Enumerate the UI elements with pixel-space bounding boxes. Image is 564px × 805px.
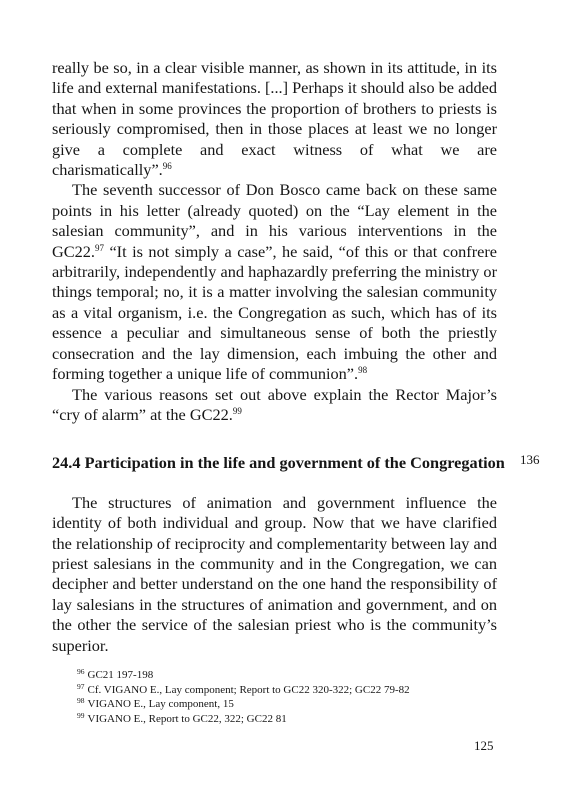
- footnote-text: GC21 197-198: [87, 669, 154, 681]
- footnote-number: 99: [77, 710, 85, 720]
- footnote-text: VIGANO E., Report to GC22, 322; GC22 81: [87, 712, 287, 725]
- footnote-99: [77, 712, 507, 727]
- footnote-number: 98: [77, 696, 85, 706]
- footnote-ref-97: 97: [94, 242, 104, 253]
- paragraph-text: really be so, in a clear visible manner, as shown in its attitude, in its life and external manifestations. [...] Perhaps it should also be added that when in some provinces the proportion of brothers to priests is seriously compromised, then in those places at least we no longer give a complete and exact witness of what we are charismatically”.: [52, 58, 497, 180]
- footnotes: [77, 668, 507, 726]
- page-number: 125: [474, 738, 494, 753]
- footnote-98: [77, 697, 507, 712]
- paragraph-text: The various reasons set out above explain the Rector Major’s “cry of alarm” at the GC22.: [52, 384, 497, 424]
- paragraph-cry-of-alarm: [52, 385, 497, 426]
- footnote-ref-96: 96: [162, 161, 172, 172]
- paragraph-continuation: [52, 58, 497, 180]
- paragraph-seventh-successor: [52, 180, 497, 384]
- footnote-97: [77, 683, 507, 698]
- footnote-text: VIGANO E., Lay component, 15: [87, 698, 234, 711]
- paragraph-text: The seventh successor of Don Bosco came back on these same points in his letter (already quoted) on the “Lay element in the salesian community”, and in his various interventions in the GC22.: [52, 180, 497, 261]
- footnote-ref-99: 99: [232, 405, 242, 416]
- page-body: [52, 58, 505, 656]
- footnote-number: 96: [77, 667, 85, 676]
- paragraph-text: “It is not simply a case”, he said, “of this or that confrere arbitrarily, independently and haphazardly preferring the ministry or things temporal; no, it is a matter involving the salesian community as a vital organism, i.e. the Congregation as such, which has of its essence a peculiar and simultaneous sense of both the priestly consecration and the lay dimension, each imbuing the other and forming together a unique life of communion”.: [52, 241, 497, 384]
- footnote-96: [77, 668, 507, 683]
- paragraph-structures: The structures of animation and government influence the identity of both individual and group. Now that we have clarified the relationship of reciprocity and complementarity between lay and priest salesians in the community and in the Congregation, we can decipher and better understand on the one hand the responsibility of lay salesians in the structures of animation and government, and on the other the service of the salesian priest who is the community’s superior.: [52, 492, 497, 655]
- section-heading: 24.4 Participation in the life and government of the Congregation: [52, 453, 505, 473]
- footnote-ref-98: 98: [358, 365, 368, 376]
- margin-number: 136: [520, 452, 540, 467]
- footnote-text: Cf. VIGANO E., Lay component; Report to GC22 320-322; GC22 79-82: [87, 683, 410, 696]
- footnote-number: 97: [77, 681, 85, 691]
